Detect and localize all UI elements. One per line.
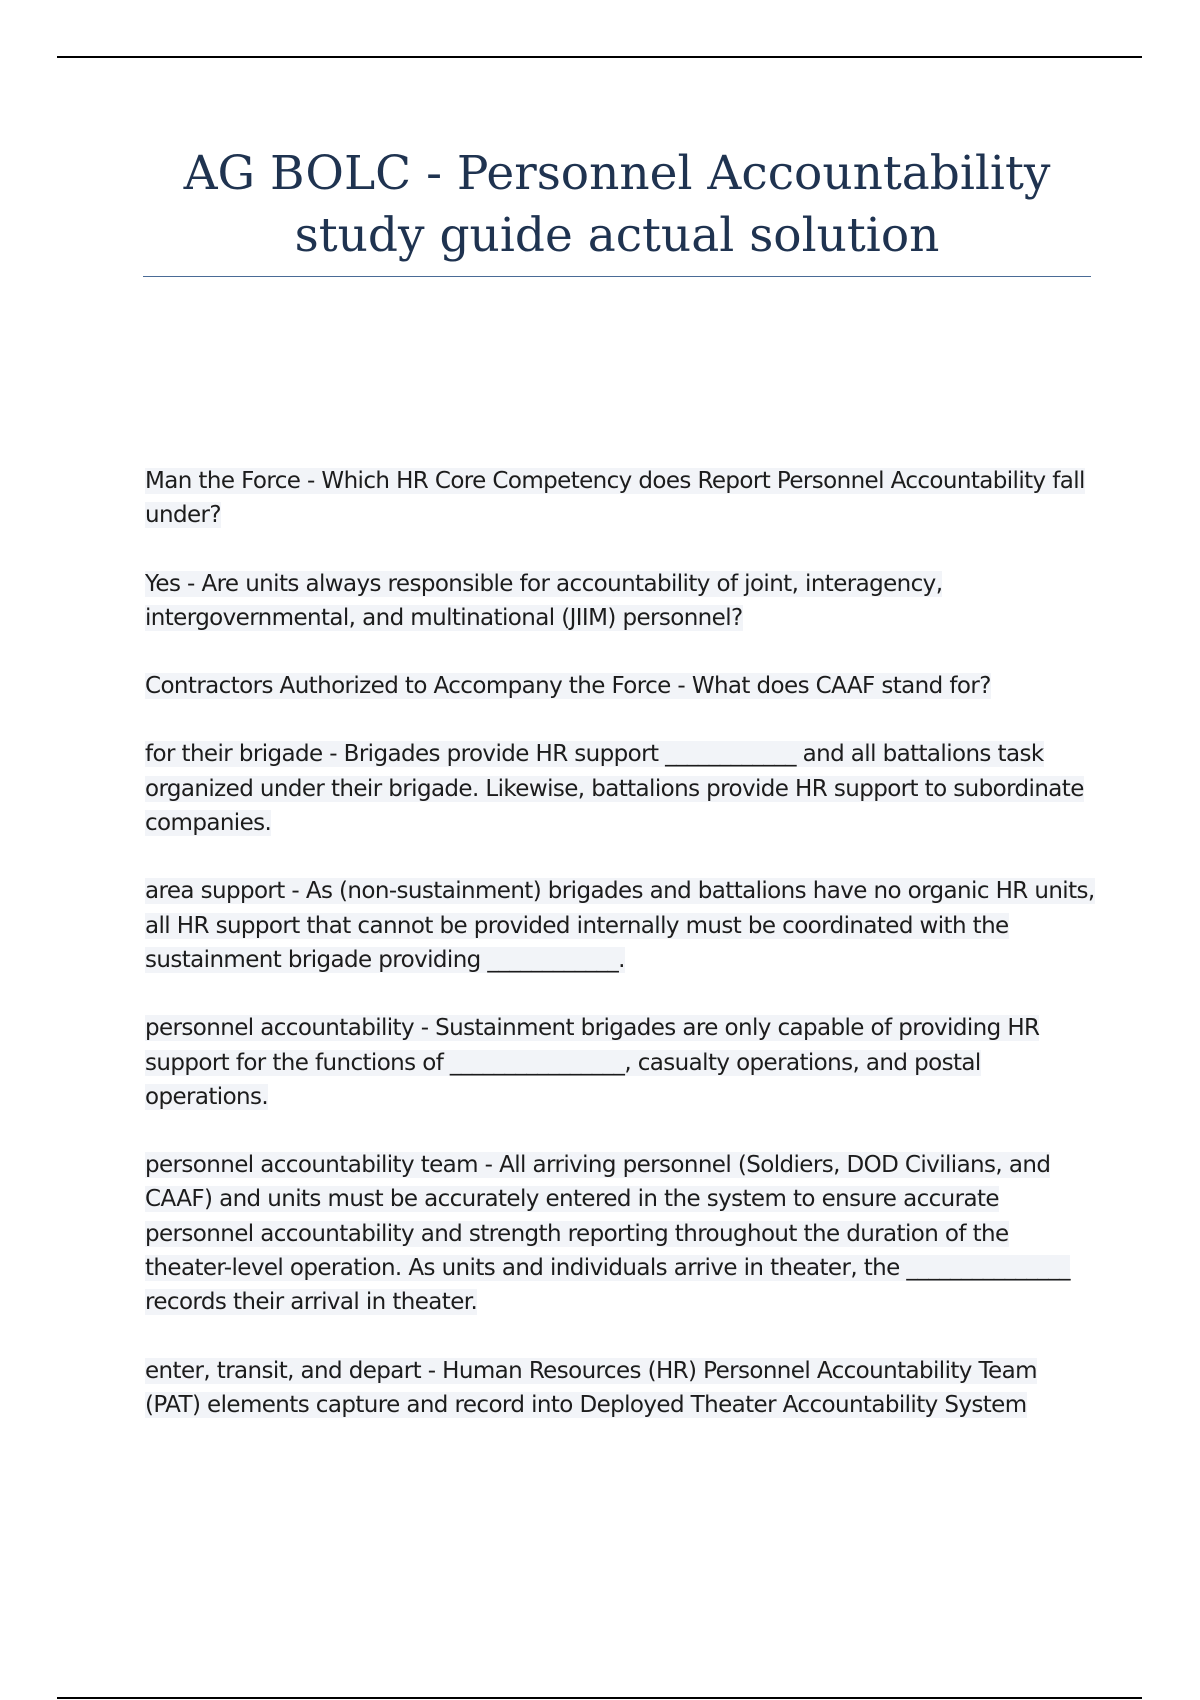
title-underline [143,276,1091,277]
qa-text: enter, transit, and depart - Human Resources (HR) Personnel Accountability Team (PAT) elements capture and record into Deployed Theater Accountability System [145,1357,1037,1418]
qa-text: Man the Force - Which HR Core Competency does Report Personnel Accountability fall under? [145,468,1085,529]
footer-rule [57,1697,1142,1699]
qa-text: for their brigade - Brigades provide HR support ____________ and all battalions task organized under their brigade. Likewise, battalions provide HR support to subordinate companies. [145,741,1084,837]
qa-item [145,1354,1095,1423]
qa-text: Contractors Authorized to Accompany the Force - What does CAAF stand for? [145,673,991,700]
qa-item [145,737,1095,840]
qa-text: area support - As (non-sustainment) brigades and battalions have no organic HR units, all HR support that cannot be provided internally must be coordinated with the sustainment brigade providing ____________. [145,878,1095,973]
qa-item [145,464,1095,533]
header-rule [57,56,1142,58]
qa-item [145,1148,1095,1319]
qa-text: personnel accountability team - All arriving personnel (Soldiers, DOD Civilians, and CAAF) and units must be accurately entered in the system to ensure accurate personnel accountability and strength reporting throughout the duration of the theater-level operation. As units and individuals arrive in theater, the _______________ records their arrival in theater. [145,1152,1070,1316]
qa-item [145,1011,1095,1114]
qa-list [145,464,1095,1456]
qa-text: Yes - Are units always responsible for accountability of joint, interagency, intergovernmental, and multinational (JIIM) personnel? [145,570,943,631]
title-line-1: AG BOLC - Personnel Accountability [183,146,1051,201]
qa-item [145,567,1095,636]
title-line-2: study guide actual solution [294,208,940,263]
qa-item [145,669,1095,703]
qa-item [145,874,1095,977]
qa-text: personnel accountability - Sustainment brigades are only capable of providing HR support for the functions of ________________, casualty operations, and postal operations. [145,1015,1040,1110]
document-title [143,143,1091,267]
